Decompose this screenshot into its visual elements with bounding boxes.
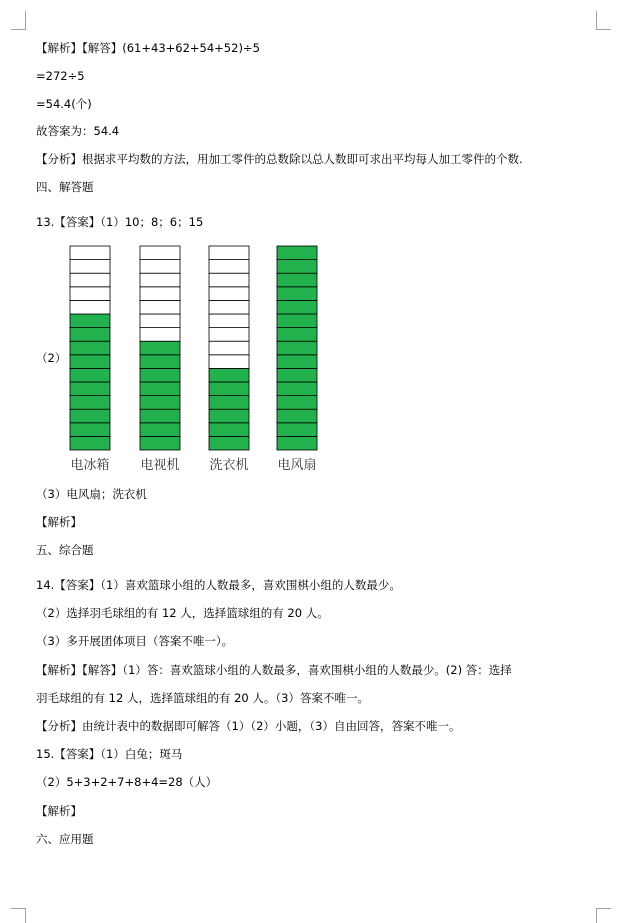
bar-cell-filled (277, 246, 317, 260)
bar-cell-filled (277, 436, 317, 450)
analysis-14-line-2: 羽毛球组的有 12 人，选择篮球组的有 20 人。（3）答案不唯一。 (36, 691, 369, 705)
bar-cell-filled (140, 382, 180, 396)
bar-cell-empty (140, 273, 180, 287)
category-label: 电风扇 (277, 458, 317, 473)
bar-cell-filled (277, 328, 317, 342)
bar-cell-empty (140, 246, 180, 260)
analysis-note-14: 【分析】由统计表中的数据即可解答（1）（2）小题，（3）自由回答，答案不唯一。 (36, 719, 461, 733)
bar-cell-empty (140, 314, 180, 328)
bar-cell-filled (277, 368, 317, 382)
bar-cell-filled (70, 314, 110, 328)
bar-cell-filled (140, 423, 180, 437)
answer-13-part-2-label: （2） (36, 351, 67, 365)
answer-13-part-1: 13.【答案】（1）10；8；6；15 (36, 215, 204, 229)
bar-cell-empty (209, 287, 249, 301)
bar-cell-empty (209, 260, 249, 274)
bar-cell-filled (277, 273, 317, 287)
bar-cell-filled (209, 436, 249, 450)
bar-cell-filled (70, 409, 110, 423)
bar-cell-filled (277, 409, 317, 423)
grid-bar-chart (36, 238, 356, 478)
final-answer-12: 故答案为：54.4 (36, 124, 120, 138)
bar-cell-empty (140, 300, 180, 314)
bar-cell-filled (209, 423, 249, 437)
bar-cell-empty (70, 300, 110, 314)
analysis-answer-12: 【解析】【解答】(61+43+62+54+52)÷5 (36, 41, 260, 55)
bar-cell-filled (70, 368, 110, 382)
bar-cell-filled (277, 355, 317, 369)
answer-14-part-1: 14.【答案】（1）喜欢篮球小组的人数最多，喜欢围棋小组的人数最少。 (36, 578, 401, 592)
bar-cell-filled (209, 409, 249, 423)
bar-cell-empty (209, 341, 249, 355)
bar-cell-empty (209, 300, 249, 314)
bar-cell-filled (209, 396, 249, 410)
calc-step-1: =272÷5 (36, 69, 85, 83)
bar-cell-filled (70, 423, 110, 437)
bar-cell-filled (209, 368, 249, 382)
bar-column (277, 246, 317, 450)
bar-cell-empty (70, 287, 110, 301)
bar-column (70, 246, 110, 450)
bar-cell-empty (140, 287, 180, 301)
bar-cell-empty (209, 273, 249, 287)
category-label: 洗衣机 (209, 458, 249, 473)
bar-cell-filled (277, 341, 317, 355)
bar-cell-filled (277, 396, 317, 410)
answer-14-part-2: （2）选择羽毛球组的有 12 人，选择篮球组的有 20 人。 (36, 606, 329, 620)
bar-cell-filled (140, 396, 180, 410)
bar-cell-filled (209, 382, 249, 396)
bar-cell-filled (70, 396, 110, 410)
bar-cell-filled (140, 355, 180, 369)
bar-cell-filled (70, 355, 110, 369)
analysis-14-line-1: 【解析】【解答】（1）答：喜欢篮球小组的人数最多，喜欢围棋小组的人数最少。(2) 答：选择 (36, 663, 512, 677)
bar-cell-filled (70, 328, 110, 342)
crop-mark-top-right (596, 11, 611, 30)
bar-cell-filled (277, 314, 317, 328)
bar-cell-filled (140, 341, 180, 355)
bar-cell-filled (70, 436, 110, 450)
category-label: 电视机 (140, 458, 180, 473)
bar-cell-empty (140, 328, 180, 342)
bar-cell-filled (277, 287, 317, 301)
bar-column (140, 246, 180, 450)
bar-cell-filled (140, 436, 180, 450)
bar-cell-filled (70, 341, 110, 355)
bar-column (209, 246, 249, 450)
bar-cell-filled (140, 368, 180, 382)
bar-cell-filled (277, 260, 317, 274)
bar-cell-empty (140, 260, 180, 274)
bar-cell-empty (209, 355, 249, 369)
bar-cell-empty (209, 246, 249, 260)
calc-step-2: =54.4(个) (36, 97, 92, 111)
crop-mark-bottom-left (11, 908, 26, 923)
analysis-13: 【解析】 (36, 515, 82, 529)
answer-15-part-2: （2）5+3+2+7+8+4=28（人） (36, 775, 218, 789)
bar-cell-empty (209, 328, 249, 342)
answer-13-part-3: （3）电风扇；洗衣机 (36, 487, 147, 501)
answer-15-part-1: 15.【答案】（1）白兔；斑马 (36, 747, 183, 761)
bar-cell-filled (140, 409, 180, 423)
crop-mark-top-left (11, 11, 26, 30)
bar-cell-filled (277, 300, 317, 314)
answer-14-part-3: （3）多开展团体项目（答案不唯一）。 (36, 634, 234, 648)
bar-cell-empty (70, 260, 110, 274)
bar-cell-empty (70, 273, 110, 287)
section-heading-5: 五、综合题 (36, 543, 94, 557)
bar-cell-empty (209, 314, 249, 328)
bar-cell-empty (70, 246, 110, 260)
bar-cell-filled (277, 423, 317, 437)
section-heading-6: 六、应用题 (36, 832, 94, 846)
section-heading-4: 四、解答题 (36, 180, 94, 194)
category-label: 电冰箱 (70, 458, 110, 473)
bar-cell-filled (277, 382, 317, 396)
analysis-15: 【解析】 (36, 804, 82, 818)
bar-cell-filled (70, 382, 110, 396)
analysis-note-12: 【分析】根据求平均数的方法，用加工零件的总数除以总人数即可求出平均每人加工零件的个数. (36, 152, 523, 166)
crop-mark-bottom-right (596, 908, 611, 923)
